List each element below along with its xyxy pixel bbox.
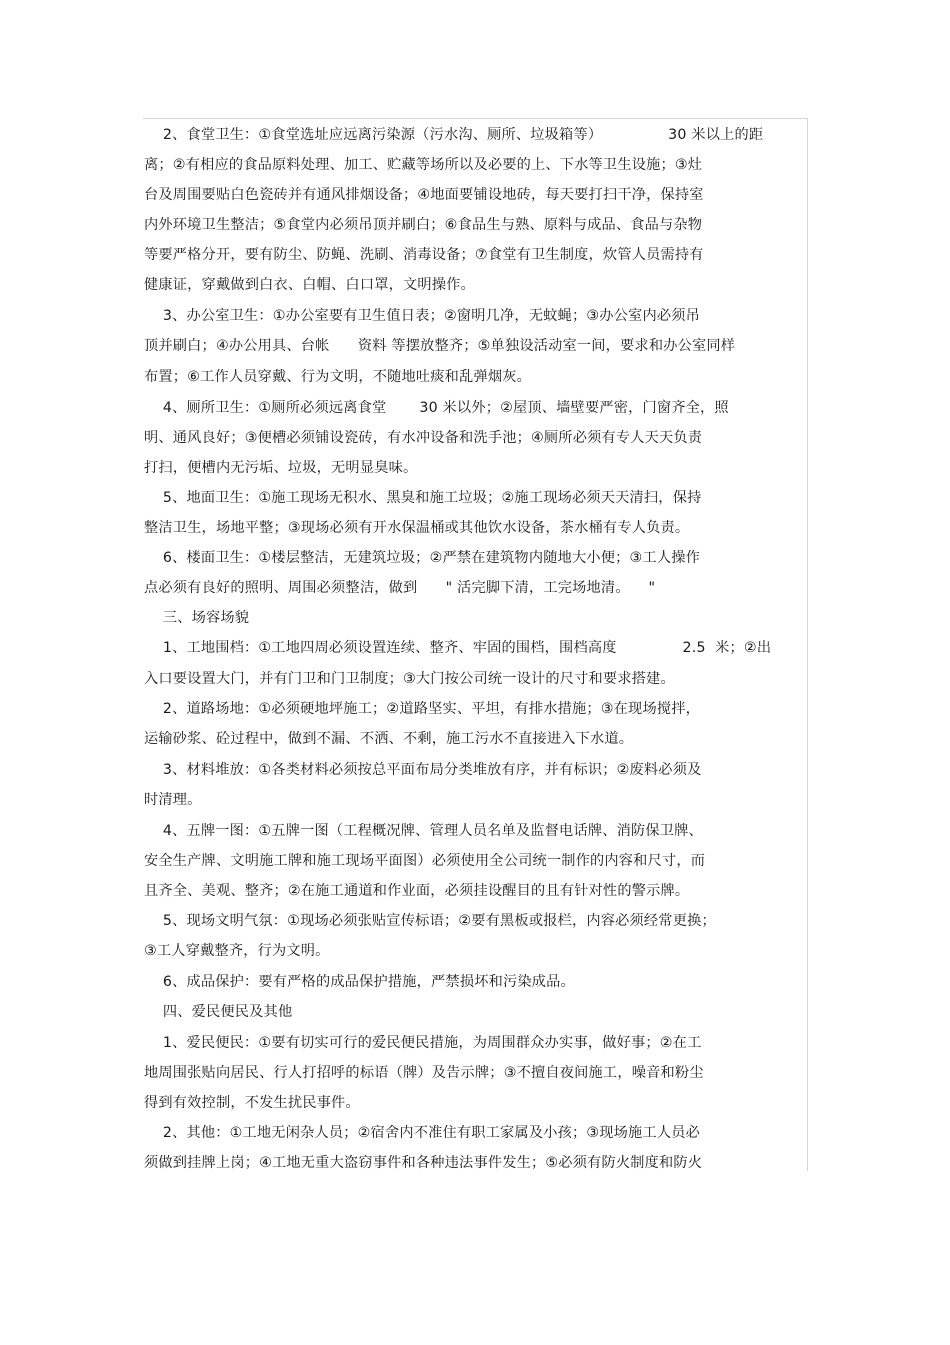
text-line: ③工人穿戴整齐，行为文明。 xyxy=(144,943,330,959)
text-line: 4、五牌一图：①五牌一图（工程概况牌、管理人员名单及监督电话牌、消防保卫牌、 xyxy=(144,823,703,839)
text-line: 1、爱民便民：①要有切实可行的爱民便民措施，为周围群众办实事，做好事；②在工 xyxy=(144,1035,702,1051)
section-heading: 四、爱民便民及其他 xyxy=(144,1004,293,1020)
text-line: 打扫，便槽内无污垢、垃圾，无明显臭味。 xyxy=(144,460,418,476)
text-line: 地周围张贴向居民、行人打招呼的标语（牌）及告示牌；③不擅自夜间施工，噪音和粉尘 xyxy=(144,1065,704,1081)
text-line: 5、地面卫生：①施工现场无积水、黑臭和施工垃圾；②施工现场必须天天清扫，保持 xyxy=(144,490,702,506)
text-line: 健康证，穿戴做到白衣、白帽、白口罩，文明操作。 xyxy=(144,277,475,293)
text-line: 内外环境卫生整洁；⑤食堂内必须吊顶并刷白；⑥食品生与熟、原料与成品、食品与杂物 xyxy=(144,217,703,233)
text-line: 3、办公室卫生：①办公室要有卫生值日表；②窗明几净，无蚊蝇；③办公室内必须吊 xyxy=(144,308,700,324)
text-line: 且齐全、美观、整齐；②在施工通道和作业面，必须挂设醒目的且有针对性的警示牌。 xyxy=(144,883,690,899)
text-line: 4、厕所卫生：①厕所必须远离食堂 30 米以外；②屋顶、墙壁要严密，门窗齐全，照 xyxy=(144,400,729,416)
text-line: 5、现场文明气氛：①现场必须张贴宣传标语；②要有黑板或报栏，内容必须经常更换； xyxy=(144,913,716,929)
text-line: 须做到挂牌上岗；④工地无重大盗窃事件和各种违法事件发生；⑤必须有防火制度和防火 xyxy=(144,1155,703,1171)
text-line: 等要严格分开，要有防尘、防蝇、洗刷、消毒设备；⑦食堂有卫生制度，炊管人员需持有 xyxy=(144,247,704,263)
text-line: 入口要设置大门，并有门卫和门卫制度；③大门按公司统一设计的尺寸和要求搭建。 xyxy=(144,671,675,687)
text-line: 顶并刷白；④办公用具、台帐 资料 等摆放整齐；⑤单独设活动室一间，要求和办公室同样 xyxy=(144,338,736,354)
text-line: 6、成品保护：要有严格的成品保护措施，严禁损坏和污染成品。 xyxy=(144,974,575,990)
text-line: 得到有效控制，不发生扰民事件。 xyxy=(144,1095,360,1111)
text-line: 明、通风良好；③便槽必须铺设瓷砖，有水冲设备和洗手池；④厕所必须有专人天天负责 xyxy=(144,430,703,446)
text-line: 2、道路场地：①必须硬地坪施工；②道路坚实、平坦，有排水措施；③在现场搅拌， xyxy=(144,701,700,717)
text-line: 离；②有相应的食品原料处理、加工、贮藏等场所以及必要的上、下水等卫生设施；③灶 xyxy=(144,157,703,173)
text-line: 时清理。 xyxy=(144,792,202,808)
text-line: 2、食堂卫生：①食堂选址应远离污染源（污水沟、厕所、垃圾箱等） 30 米以上的距 xyxy=(144,127,764,143)
text-line: 1、工地围档：①工地四周必须设置连续、整齐、牢固的围档，围档高度 2.5 米；②出 xyxy=(144,640,772,656)
text-line: 布置；⑥工作人员穿戴、行为文明，不随地吐痰和乱弹烟灰。 xyxy=(144,369,531,385)
text-line: 点必须有良好的照明、周围必须整洁，做到 " 活完脚下清，工完场地清。 " xyxy=(144,580,656,596)
text-line: 安全生产牌、文明施工牌和施工现场平面图）必须使用全公司统一制作的内容和尺寸，而 xyxy=(144,853,706,869)
text-line: 整洁卫生，场地平整；③现场必须有开水保温桶或其他饮水设备，茶水桶有专人负责。 xyxy=(144,520,690,536)
text-line: 台及周围要贴白色瓷砖并有通风排烟设备；④地面要铺设地砖，每天要打扫干净，保持室 xyxy=(144,187,704,203)
text-line: 运输砂浆、砼过程中，做到不漏、不洒、不剩，施工污水不直接进入下水道。 xyxy=(144,731,634,747)
section-heading: 三、场容场貌 xyxy=(144,610,250,626)
text-line: 3、材料堆放：①各类材料必须按总平面布局分类堆放有序，并有标识；②废料必须及 xyxy=(144,762,702,778)
text-line: 6、楼面卫生：①楼层整洁，无建筑垃圾；②严禁在建筑物内随地大小便；③工人操作 xyxy=(144,550,700,566)
text-line: 2、其他：①工地无闲杂人员；②宿舍内不准住有职工家属及小孩；③现场施工人员必 xyxy=(144,1125,700,1141)
